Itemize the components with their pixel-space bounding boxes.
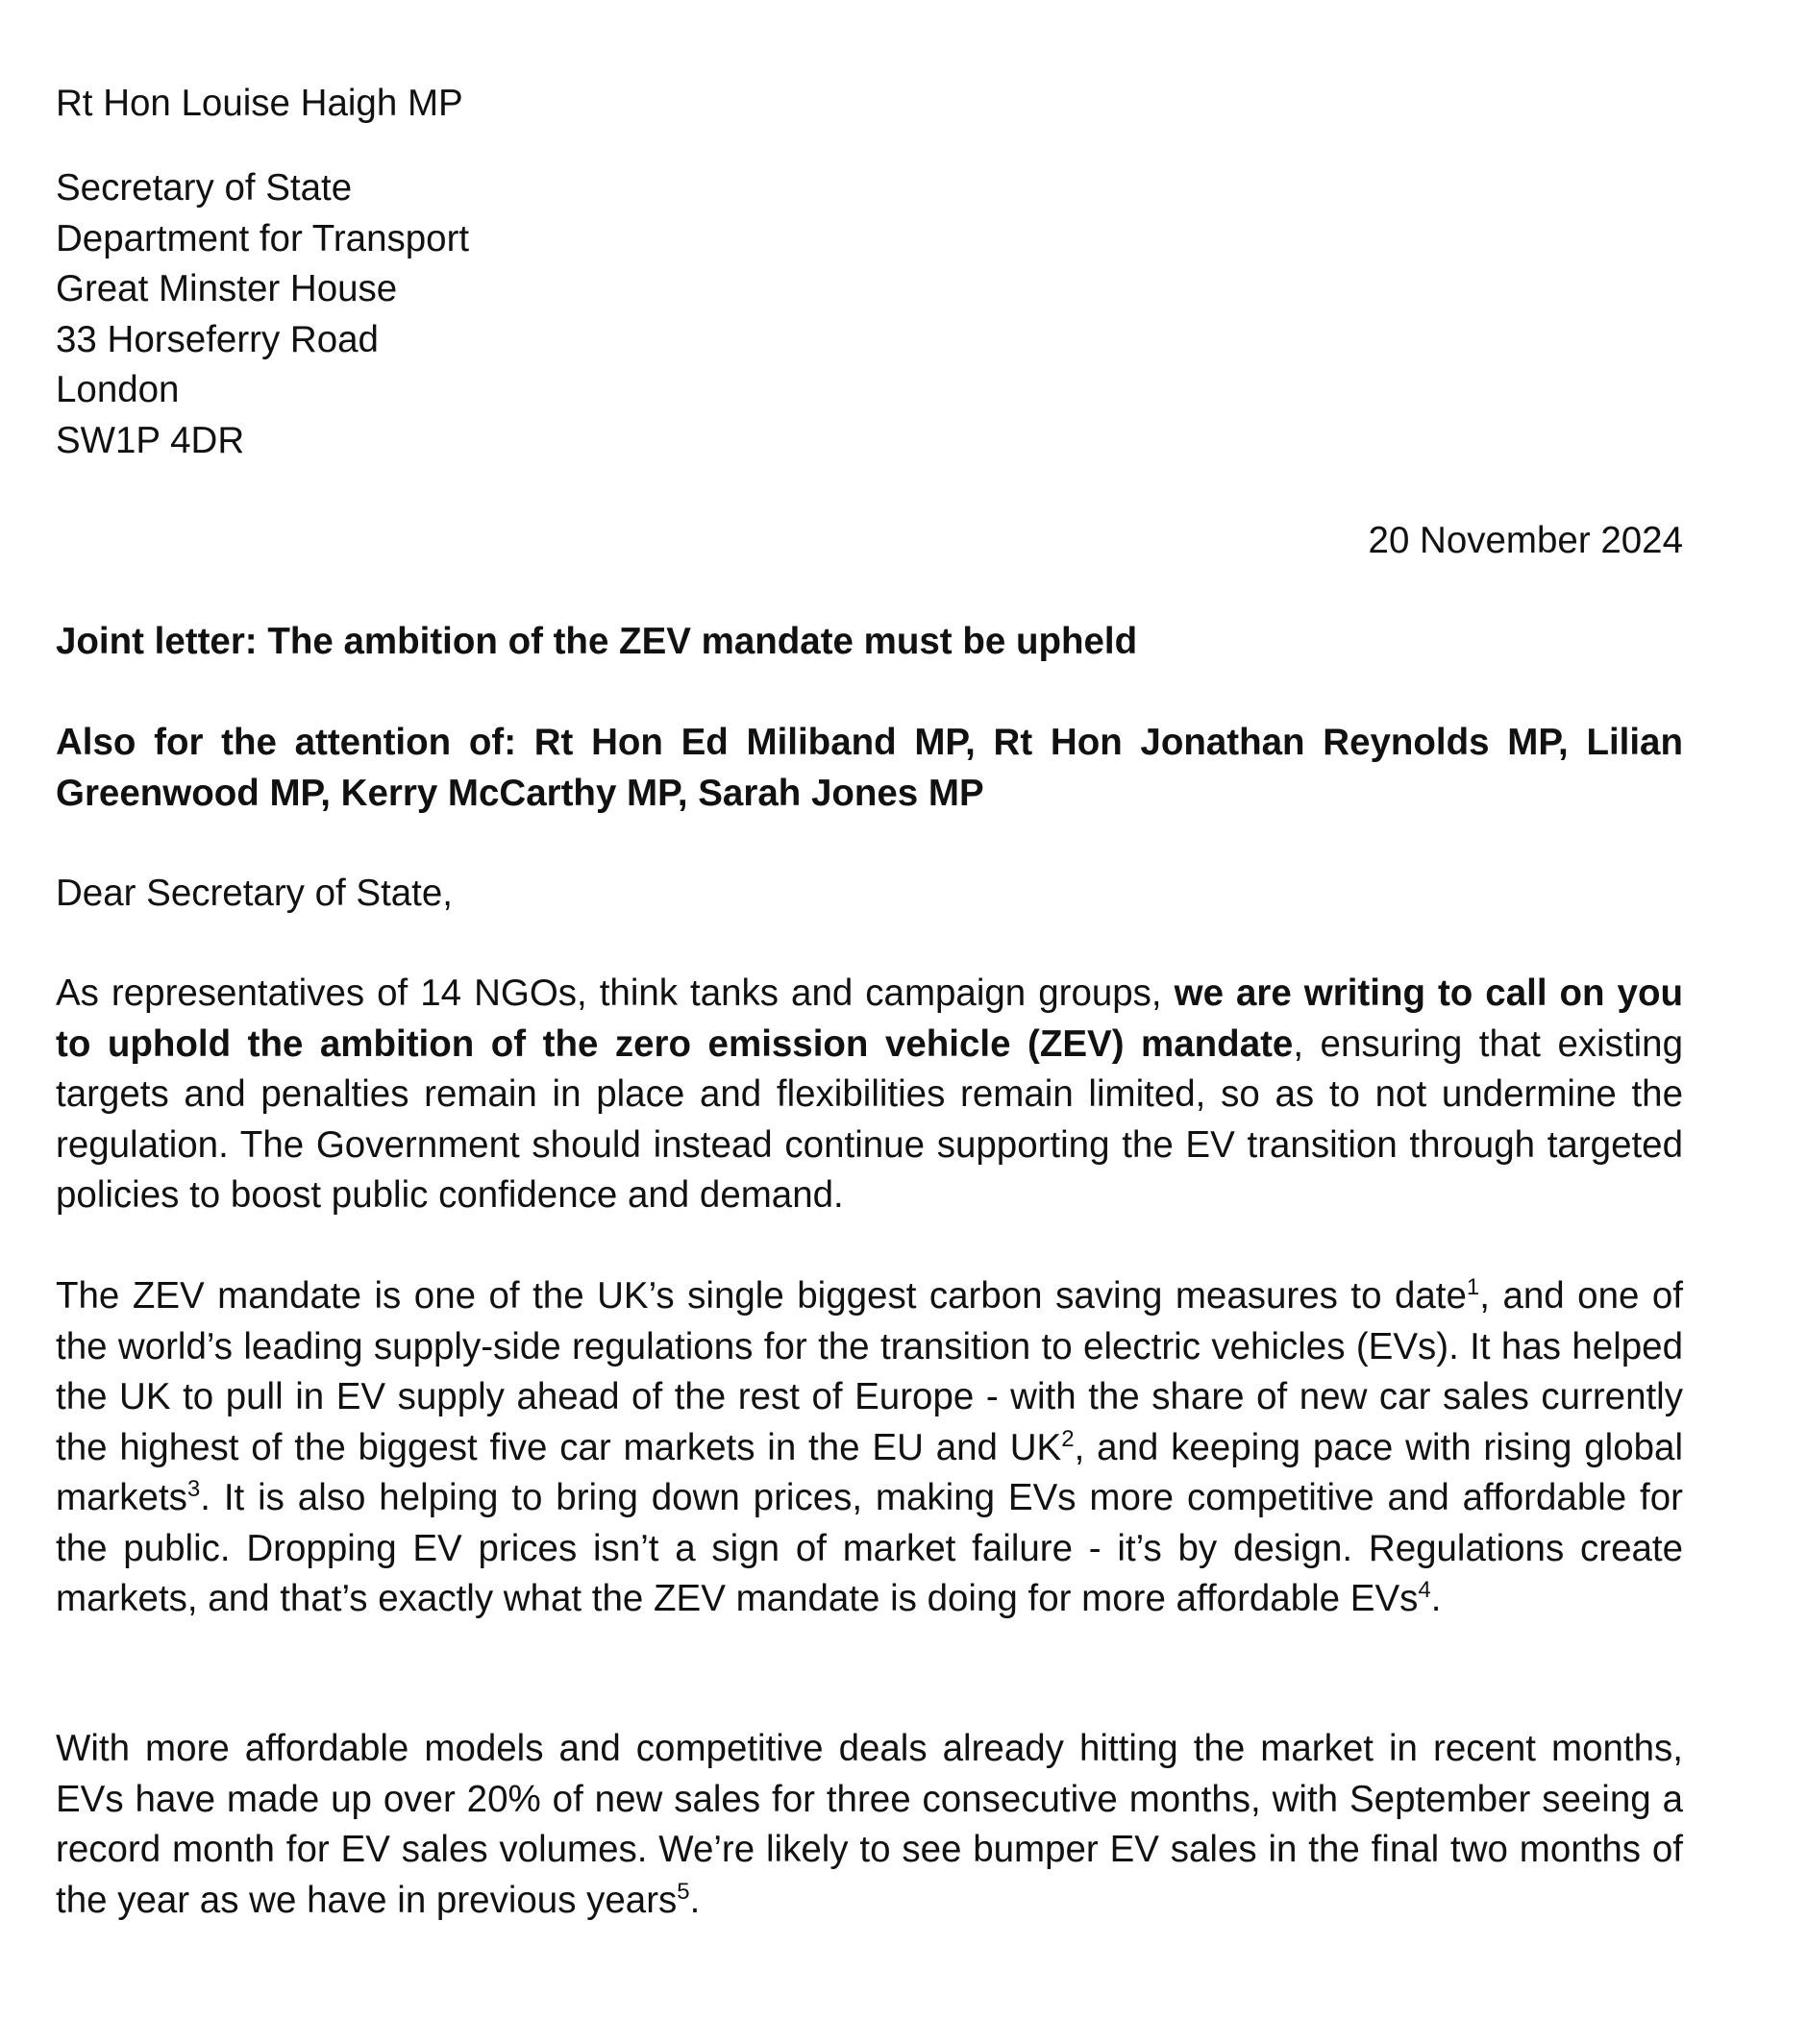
paragraph-1-intro: As representatives of 14 NGOs, think tanks and campaign groups,	[56, 973, 1175, 1014]
address-line-city: London	[56, 369, 180, 410]
paragraph-2-text-5: .	[1430, 1578, 1442, 1619]
footnote-ref-3[interactable]: 3	[186, 1476, 201, 1503]
address-line-postcode: SW1P 4DR	[56, 419, 245, 461]
letter-subject: Joint letter: The ambition of the ZEV mandate must be upheld	[56, 621, 1138, 662]
paragraph-2-text-1: The ZEV mandate is one of the UK’s single biggest carbon saving measures to date	[56, 1275, 1467, 1317]
body-paragraph-3	[56, 1724, 1683, 1926]
footnote-ref-4[interactable]: 4	[1418, 1577, 1431, 1604]
attention-line: Also for the attention of: Rt Hon Ed Miliband MP, Rt Hon Jonathan Reynolds MP, Lilian Greenwood MP, Kerry McCarthy MP, Sarah Jones MP	[56, 722, 1683, 814]
paragraph-3-text-1: With more affordable models and competitive deals already hitting the market in recent months, EVs have made up over 20% of new sales for three consecutive months, with September seeing a record month for EV sales volumes. We’re likely to see bumper EV sales in the final two months of the year as we have in previous years	[56, 1728, 1683, 1921]
salutation: Dear Secretary of State,	[56, 873, 453, 914]
footnote-ref-5[interactable]: 5	[677, 1878, 690, 1905]
address-line-title: Secretary of State	[56, 167, 353, 209]
paragraph-3-text-2: .	[689, 1879, 701, 1921]
address-line-building: Great Minster House	[56, 268, 398, 309]
letter-date: 20 November 2024	[1368, 520, 1683, 561]
paragraph-2-text-2: , and one of the world’s leading supply-side regulations for the transition to electric vehicles (EVs). It has helped the UK to pull in EV supply ahead of the rest of Europe - with the share of new car sales currently the highest of the biggest five car markets in the EU and UK	[56, 1275, 1683, 1468]
body-paragraph-1	[56, 969, 1683, 1221]
address-line-street: 33 Horseferry Road	[56, 318, 379, 360]
address-line-department: Department for Transport	[56, 217, 470, 259]
recipient-address	[56, 163, 469, 466]
paragraph-2-text-4: . It is also helping to bring down prices, making EVs more competitive and affordable for the public. Dropping EV prices isn’t a sign of market failure - it’s by design. Regulations create markets, and that’s exactly what the ZEV mandate is doing for more affordable EVs	[56, 1477, 1683, 1619]
paragraph-2-text-3: , and keeping pace with rising global markets	[56, 1426, 1683, 1518]
footnote-ref-2[interactable]: 2	[1061, 1425, 1075, 1452]
paragraph-1-emphasis: we are writing to call on you to uphold the ambition of the zero emission vehicle (ZEV) mandate	[56, 973, 1684, 1065]
addressee: Rt Hon Louise Haigh MP	[56, 83, 463, 124]
body-paragraph-2	[56, 1271, 1683, 1625]
footnote-ref-1[interactable]: 1	[1466, 1274, 1480, 1301]
paragraph-1-rest: , ensuring that existing targets and penalties remain in place and flexibilities remain limited, so as to not undermine the regulation. The Government should instead continue supporting the EV transition through targeted policies to boost public confidence and demand.	[56, 1022, 1684, 1216]
